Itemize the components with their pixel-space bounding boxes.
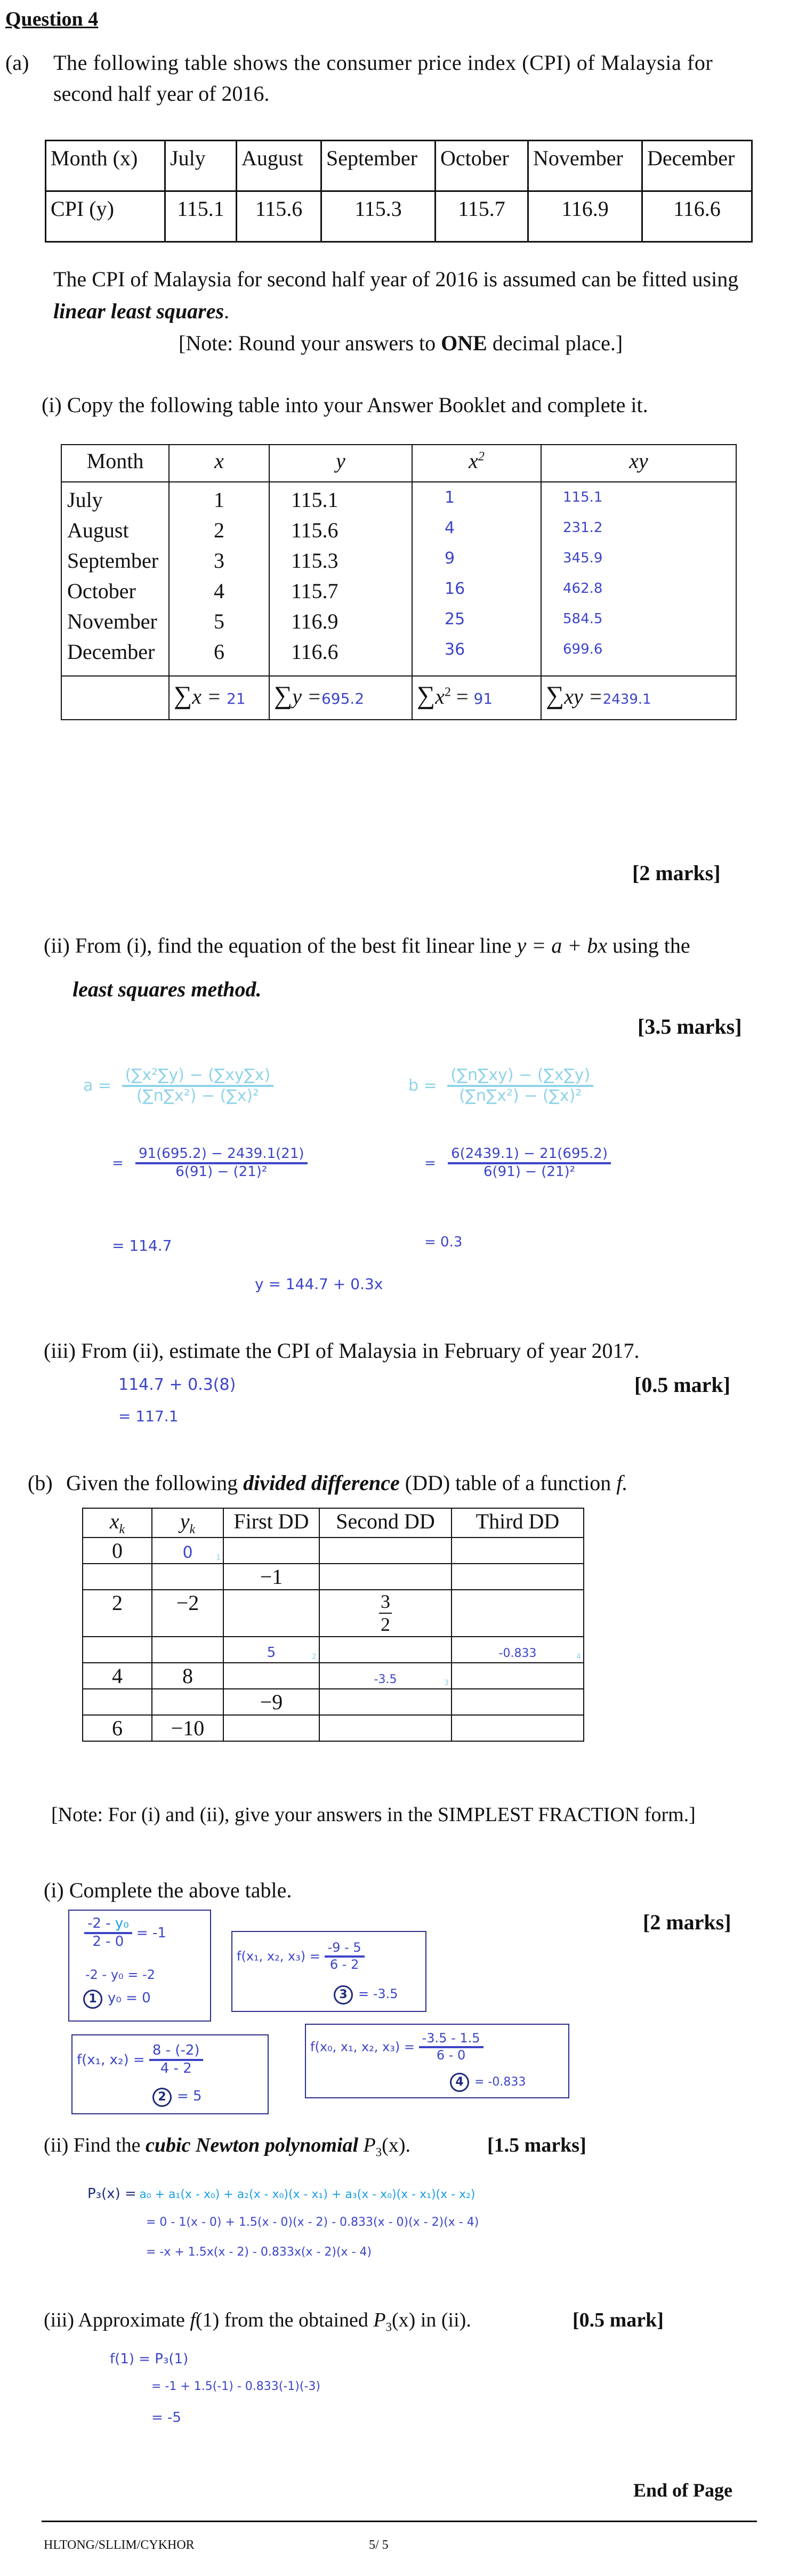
ls-y: 115.6 <box>291 518 338 542</box>
a-formula: a = $\frac{\text{(∑x²∑y) − (∑xy∑x)}}{\text{(∑n∑x²) − (∑x)²}}$ <box>83 1066 273 1105</box>
ls-x: 2 <box>214 518 224 542</box>
ls-y: 116.6 <box>291 640 338 664</box>
dd-empty <box>223 1590 319 1637</box>
box1-line3: 1 y₀ = 0 <box>83 1990 151 2009</box>
dd-empty <box>223 1537 319 1564</box>
ls-col-x2 <box>412 482 541 676</box>
part-b-label: (b) <box>28 1471 53 1495</box>
newton-simplified: = -x + 1.5x(x - 2) - 0.833x(x - 2)(x - 4) <box>146 2245 372 2259</box>
part-a-intro-line2: second half year of 2016. <box>53 82 270 106</box>
cpi-month-cell: October <box>436 141 528 191</box>
dd-x1: 2 <box>83 1590 152 1637</box>
dd-empty <box>319 1689 452 1715</box>
b-formula: b = $\frac{(\sum n\sum xy) - (\sum x\sum y)}{\text{(∑n∑x²) − (∑x)²}}$ <box>408 1066 593 1105</box>
dd-empty <box>319 1537 452 1564</box>
step-marker: 4 <box>450 2073 469 2092</box>
ls-sum-xy: ∑xy =2439.1 <box>541 676 736 720</box>
part-a-q2-line2: least squares method. <box>72 977 262 1001</box>
cpi-value-cell: 116.9 <box>528 191 642 242</box>
part-a-q3-text: (iii) From (ii), estimate the CPI of Malaysia in February of year 2017. <box>44 1339 640 1363</box>
assumption-line1: The CPI of Malaysia for second half year of 2016 is assumed can be fitted using <box>53 267 739 291</box>
dd-empty <box>319 1637 452 1663</box>
cpi-value-cell: 115.1 <box>165 191 237 242</box>
part-b-q2-text: (ii) Find the cubic Newton polynomial $P_3(x)$. <box>44 2134 410 2159</box>
ls-sum-x2: $\sum x^2 = 91$ <box>412 676 541 720</box>
ls-sum-x: ∑x = 21 <box>169 676 269 720</box>
part-b-q1-text: (i) Complete the above table. <box>44 1878 292 1902</box>
ls-header-x: x <box>169 445 269 482</box>
dd-header-yk: $y_k$ <box>152 1508 223 1537</box>
ls-xy: 699.6 <box>563 641 603 657</box>
footer-page-number: 5/ 5 <box>369 2538 389 2552</box>
part-a-q2-marks: [3.5 marks] <box>638 1015 742 1039</box>
cpi-month-cell: July <box>165 141 237 191</box>
footer-authors: HLTONG/SLLIM/CYKHOR <box>44 2538 195 2552</box>
cpi-month-cell: August <box>237 141 321 191</box>
dd-first-3: −9 <box>223 1689 319 1715</box>
cpi-month-row <box>46 141 752 191</box>
part-a-q3-work2: = 117.1 <box>118 1407 179 1425</box>
b-result: = 0.3 <box>424 1234 463 1250</box>
dd-empty <box>452 1564 584 1590</box>
ls-col-x <box>169 482 269 676</box>
part-b-q2-marks: [1.5 marks] <box>487 2134 586 2156</box>
dd-y1: −2 <box>152 1590 223 1637</box>
part-a-q3-marks: [0.5 mark] <box>634 1373 730 1397</box>
ls-x: 5 <box>214 609 224 633</box>
part-b-q1-marks: [2 marks] <box>643 1910 731 1934</box>
dd-empty <box>83 1564 152 1590</box>
a-substitution: = $\frac{91(695.2) - 2439.1(21)}{\text{6(91) − (21)²}}$ <box>112 1146 308 1180</box>
dd-empty <box>319 1715 452 1741</box>
dd-row-x2 <box>83 1663 584 1689</box>
ls-y: 115.7 <box>291 579 338 603</box>
dd-header-row <box>83 1508 584 1537</box>
ls-header-month: Month <box>61 445 169 482</box>
dd-header-first: First DD <box>223 1508 319 1537</box>
dd-empty <box>152 1564 223 1590</box>
dd-row-x0 <box>83 1537 584 1564</box>
ls-header-y: y <box>269 445 412 482</box>
ls-header-xy: xy <box>541 445 736 482</box>
box3-result: 2 = 5 <box>152 2088 202 2107</box>
ls-x: 3 <box>214 549 224 573</box>
ls-body-row <box>61 482 736 676</box>
box2-result: 3 = -3.5 <box>334 1985 398 2005</box>
dd-empty <box>452 1590 584 1637</box>
dd-x2: 4 <box>83 1663 152 1689</box>
ls-xy: 231.2 <box>563 520 603 536</box>
dd-row-fdd1 <box>83 1564 584 1590</box>
dd-empty <box>152 1637 223 1663</box>
ls-x2: 4 <box>445 519 455 537</box>
cpi-value-cell: 115.3 <box>321 191 436 242</box>
step-marker: 1 <box>83 1990 102 2009</box>
cpi-month-cell: November <box>528 141 642 191</box>
dd-empty <box>452 1537 584 1564</box>
ls-xy: 462.8 <box>563 581 603 597</box>
dd-empty <box>223 1663 319 1689</box>
dd-second-2: -3.5 3 <box>319 1663 452 1689</box>
ls-xy: 584.5 <box>563 611 603 627</box>
ls-y: 115.3 <box>291 549 338 573</box>
ls-month: October <box>67 579 136 603</box>
ls-x: 4 <box>214 579 224 603</box>
f1-line3: = -5 <box>151 2410 181 2426</box>
dd-y0: 0 1 <box>152 1537 223 1564</box>
part-a-q2-text: (ii) From (i), find the equation of the best fit linear line y = a + bx using the <box>44 933 690 957</box>
work-box-second-dd: f(x₁, x₂, x₃) = $\frac{-9 - 5}{6 - 2}$ 3 = -3.5 <box>231 1931 426 2012</box>
ls-month: September <box>67 549 159 573</box>
ls-x2: 36 <box>445 640 465 659</box>
part-a-q1-text: (i) Copy the following table into your Answer Booklet and complete it. <box>42 393 648 417</box>
cpi-value-header: CPI (y) <box>46 191 165 242</box>
ls-x2: 16 <box>445 579 465 598</box>
ls-sum-empty <box>61 676 169 720</box>
dd-empty <box>83 1637 152 1663</box>
fraction-note: [Note: For (i) and (ii), give your answers in the SIMPLEST FRACTION form.] <box>51 1804 696 1826</box>
ls-sum-row <box>61 676 736 720</box>
part-a-q3-work1: 114.7 + 0.3(8) <box>118 1375 236 1394</box>
ls-xy: 115.1 <box>563 489 603 505</box>
cpi-month-cell: September <box>321 141 436 191</box>
ls-month: December <box>67 640 155 664</box>
ls-xy: 345.9 <box>563 550 603 566</box>
cpi-value-cell: 115.6 <box>237 191 321 242</box>
part-b-q3-text: (iii) Approximate f(1) from the obtained $P_3(x)$ in (ii). <box>44 2309 471 2334</box>
least-squares-table <box>61 444 737 720</box>
dd-row-fdd3 <box>83 1689 584 1715</box>
dd-empty <box>319 1564 452 1590</box>
dd-empty <box>452 1689 584 1715</box>
dd-marker: 1 <box>216 1553 221 1562</box>
question-heading: Question 4 <box>5 8 99 30</box>
ls-month: November <box>67 609 157 633</box>
dd-empty <box>83 1689 152 1715</box>
work-box-first-dd: f(x₁, x₂) = $\frac{8 - (-2)}{4 - 2}$ 2 = 5 <box>71 2034 269 2114</box>
f1-line1: f(1) = P₃(1) <box>110 2351 189 2367</box>
ls-month: July <box>67 488 103 512</box>
dd-empty <box>152 1689 223 1715</box>
cpi-value-cell: 115.7 <box>436 191 528 242</box>
ls-col-month <box>61 482 169 676</box>
dd-marker: 2 <box>312 1653 317 1661</box>
ls-y: 116.9 <box>291 609 338 633</box>
fitted-line-equation: y = 144.7 + 0.3x <box>255 1275 383 1293</box>
ls-x2: 1 <box>445 488 455 507</box>
step-marker: 3 <box>334 1985 353 2005</box>
dd-marker: 3 <box>444 1679 449 1687</box>
work-box-third-dd: f(x₀, x₁, x₂, x₃) = $\frac{-3.5 - 1.5}{6 - 0}$ 4 = -0.833 <box>305 2024 569 2098</box>
end-of-page: End of Page <box>633 2480 733 2501</box>
ls-col-y <box>269 482 412 676</box>
part-b-q3-marks: [0.5 mark] <box>573 2309 664 2331</box>
dd-empty <box>452 1715 584 1741</box>
dd-header-xk: $x_k$ <box>83 1508 152 1537</box>
b-substitution: = $\frac{6(2439.1) - 21(695.2)}{\text{6(91) − (21)²}}$ <box>424 1146 611 1180</box>
dd-empty <box>223 1715 319 1741</box>
dd-header-third: Third DD <box>452 1508 584 1537</box>
ls-x: 1 <box>214 488 224 512</box>
ls-header-row <box>61 445 736 482</box>
box1-line2: -2 - y₀ = -2 <box>85 1967 155 1982</box>
dd-x3: 6 <box>83 1715 152 1741</box>
cpi-value-row <box>46 191 752 242</box>
ls-x: 6 <box>214 640 224 664</box>
cpi-value-cell: 116.6 <box>642 191 752 242</box>
dd-x0: 0 <box>83 1537 152 1564</box>
ls-col-xy <box>541 482 736 676</box>
dd-row-x1 <box>83 1590 584 1637</box>
f1-line2: = -1 + 1.5(-1) - 0.833(-1)(-3) <box>151 2380 320 2393</box>
dd-row-fdd2 <box>83 1637 584 1663</box>
dd-row-x3 <box>83 1715 584 1741</box>
dd-y3: −10 <box>152 1715 223 1741</box>
dd-y2: 8 <box>152 1663 223 1689</box>
rounding-note: [Note: Round your answers to ONE decimal place.] <box>179 331 623 355</box>
dd-second-1: $\frac{3}{2}$ <box>319 1590 452 1637</box>
dd-empty <box>452 1663 584 1689</box>
cpi-month-cell: December <box>642 141 752 191</box>
assumption-emphasis: linear least squares <box>53 299 224 323</box>
a-result: = 114.7 <box>112 1237 172 1254</box>
ls-y: 115.1 <box>291 488 338 512</box>
dd-third-1: -0.833 4 <box>452 1637 584 1663</box>
box4-result: 4 = -0.833 <box>450 2073 526 2092</box>
ls-x2: 9 <box>445 549 455 568</box>
dd-first-2: 5 2 <box>223 1637 319 1663</box>
dd-first-1: −1 <box>223 1564 319 1590</box>
work-box-y0: $\frac{\text{-2 - y₀}}{2 - 0}$ = -1 -2 - y₀ = -2 1 y₀ = 0 <box>68 1910 211 2022</box>
cpi-table <box>45 140 753 243</box>
newton-substituted: = 0 - 1(x - 0) + 1.5(x - 0)(x - 2) - 0.833(x - 0)(x - 2)(x - 4) <box>146 2216 479 2229</box>
ls-month: August <box>67 518 129 542</box>
part-a-q1-marks: [2 marks] <box>632 861 721 885</box>
part-b-intro: Given the following divided difference (DD) table of a function f. <box>66 1471 628 1495</box>
step-marker: 2 <box>152 2088 172 2107</box>
part-a-label: (a) <box>5 51 29 75</box>
ls-x2: 25 <box>445 610 465 629</box>
part-a-intro-line1: The following table shows the consumer price index (CPI) of Malaysia for <box>53 51 713 75</box>
dd-header-second: Second DD <box>319 1508 452 1537</box>
footer-divider <box>42 2521 757 2522</box>
divided-difference-table <box>82 1508 584 1742</box>
dd-marker: 4 <box>576 1653 581 1661</box>
ls-header-x2: $x^2$ <box>412 445 541 482</box>
cpi-month-header: Month (x) <box>46 141 165 191</box>
newton-general-form: P₃(x) = a₀ + a₁(x - x₀) + a₂(x - x₀)(x - x₁) + a₃(x - x₀)(x - x₁)(x - x₂) <box>87 2186 475 2202</box>
ls-sum-y: ∑y =695.2 <box>269 676 412 720</box>
assumption-line2: linear least squares. <box>53 299 230 323</box>
